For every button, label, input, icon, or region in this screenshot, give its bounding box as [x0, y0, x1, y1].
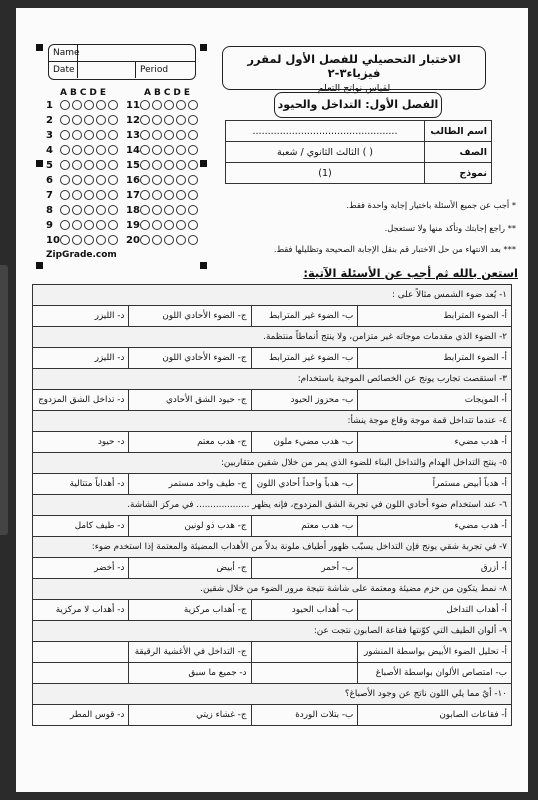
instruction-heading: استعن بالله ثم أجب عن الأسئلة الآتية:	[303, 266, 518, 280]
answer-bubble[interactable]	[152, 115, 162, 125]
answer-option[interactable]: د- جميع ما سبق	[129, 663, 251, 684]
answer-bubble[interactable]	[164, 235, 174, 245]
answer-bubble[interactable]	[84, 145, 94, 155]
answer-bubble[interactable]	[72, 100, 82, 110]
bubble-row	[46, 158, 120, 172]
question-row	[33, 537, 512, 558]
answer-bubble[interactable]	[72, 235, 82, 245]
answer-option[interactable]: ج- التداخل في الأغشية الرقيقة	[129, 642, 251, 663]
bubble-question-number: 18	[126, 204, 140, 216]
bubble-question-number: 1	[46, 99, 53, 111]
question-row	[33, 621, 512, 642]
answer-option[interactable]: أ- تحليل الضوء الأبيض بواسطة المنشور	[358, 642, 512, 663]
answer-bubble[interactable]	[96, 115, 106, 125]
period-label: Period	[135, 62, 196, 78]
model-label: نموذج	[425, 163, 492, 184]
answer-bubble[interactable]	[164, 130, 174, 140]
answer-bubble[interactable]	[152, 145, 162, 155]
answer-option[interactable]: ج- غشاء زيتي	[129, 705, 251, 726]
answer-bubble[interactable]	[60, 220, 70, 230]
answer-option[interactable]	[251, 663, 358, 684]
answer-bubble[interactable]	[108, 100, 118, 110]
bubble-row	[46, 233, 120, 247]
bubble-row	[46, 113, 120, 127]
answers-row	[33, 348, 512, 369]
answer-bubble[interactable]	[96, 175, 106, 185]
registration-mark	[200, 44, 207, 51]
answer-bubble[interactable]	[96, 160, 106, 170]
note-1: * أجب عن جميع الأسئلة باختيار إجابة واحدة فقط.	[346, 200, 516, 210]
answer-bubble[interactable]	[188, 115, 198, 125]
question-row	[33, 453, 512, 474]
answer-bubble[interactable]	[164, 100, 174, 110]
answer-bubble[interactable]	[188, 235, 198, 245]
name-label: Name	[49, 45, 78, 61]
answer-bubble[interactable]	[60, 145, 70, 155]
bubble-row	[46, 173, 120, 187]
answer-option[interactable]: أ- أزرق	[358, 558, 512, 579]
choice-header-left: ABCDE	[60, 88, 110, 98]
student-name-label: اسم الطالب	[425, 121, 492, 142]
question-row	[33, 495, 512, 516]
answer-bubble[interactable]	[176, 100, 186, 110]
answer-bubble[interactable]	[188, 130, 198, 140]
bubble-row	[46, 98, 120, 112]
answer-bubble[interactable]	[176, 220, 186, 230]
answers-row	[33, 558, 512, 579]
answer-bubble[interactable]	[72, 115, 82, 125]
question-row	[33, 327, 512, 348]
bubble-row	[126, 158, 200, 172]
bubble-row	[126, 98, 200, 112]
answer-option[interactable]: ب- أحمر	[251, 558, 358, 579]
answer-bubble[interactable]	[140, 115, 150, 125]
answer-bubble[interactable]	[108, 220, 118, 230]
bubble-question-number: 17	[126, 189, 140, 201]
answer-bubble[interactable]	[72, 160, 82, 170]
answer-sheet	[38, 36, 198, 272]
answer-option[interactable]: د- أهداباً متتالية	[33, 474, 129, 495]
answer-bubble[interactable]	[188, 160, 198, 170]
answer-bubble[interactable]	[96, 205, 106, 215]
answer-bubble[interactable]	[176, 175, 186, 185]
bubble-question-number: 4	[46, 144, 53, 156]
bubble-row	[126, 203, 200, 217]
answer-bubble[interactable]	[84, 160, 94, 170]
answer-bubble[interactable]	[84, 235, 94, 245]
registration-mark	[200, 160, 207, 167]
answer-option[interactable]: ب- الضوء غير المترابط	[251, 306, 358, 327]
answer-bubble[interactable]	[96, 130, 106, 140]
bubble-question-number: 11	[126, 99, 140, 111]
bubble-question-number: 2	[46, 114, 53, 126]
bubble-row	[126, 188, 200, 202]
bubble-question-number: 7	[46, 189, 53, 201]
date-label: Date	[49, 62, 78, 78]
model-value: (1)	[226, 163, 425, 184]
answer-bubble[interactable]	[140, 190, 150, 200]
answer-option[interactable]: د- الليزر	[33, 306, 129, 327]
answer-bubble[interactable]	[60, 190, 70, 200]
answer-option[interactable]: د- طيف كامل	[33, 516, 129, 537]
answer-bubble[interactable]	[72, 130, 82, 140]
answer-option[interactable]: ب- الضوء غير المترابط	[251, 348, 358, 369]
bubble-row	[126, 233, 200, 247]
answer-option[interactable]: ج- الضوء الأحادي اللون	[129, 306, 251, 327]
answer-option[interactable]	[33, 663, 129, 684]
question-row	[33, 684, 512, 705]
answer-option[interactable]: أ- المويجات	[358, 390, 512, 411]
bubble-row	[126, 128, 200, 142]
bubble-row	[46, 128, 120, 142]
bubble-question-number: 12	[126, 114, 140, 126]
answer-bubble[interactable]	[176, 190, 186, 200]
registration-mark	[200, 262, 207, 269]
answer-bubble[interactable]	[152, 205, 162, 215]
answer-option[interactable]: ب- محزوز الحيود	[251, 390, 358, 411]
question-text: ٩- ألوان الطيف التي كوّنتها فقاعة الصابون نتجت عن:	[33, 621, 512, 642]
answer-option[interactable]: د- قوس المطر	[33, 705, 129, 726]
answer-bubble[interactable]	[84, 130, 94, 140]
answer-bubble[interactable]	[164, 160, 174, 170]
answer-bubble[interactable]	[84, 115, 94, 125]
answer-bubble[interactable]	[164, 175, 174, 185]
answer-bubble[interactable]	[164, 115, 174, 125]
bubble-question-number: 13	[126, 129, 140, 141]
answer-option[interactable]: د- حيود	[33, 432, 129, 453]
bubble-row	[126, 143, 200, 157]
answer-bubble[interactable]	[176, 205, 186, 215]
answer-option[interactable]: أ- أهداب التداخل	[358, 600, 512, 621]
bubble-row	[126, 173, 200, 187]
answer-option[interactable]: ب- هدباً واحداً أحادي اللون	[251, 474, 358, 495]
answer-option[interactable]: ج- هدب ذو لونين	[129, 516, 251, 537]
answer-option[interactable]: أ- هدب مضيء	[358, 432, 512, 453]
answer-bubble[interactable]	[176, 130, 186, 140]
answer-bubble[interactable]	[96, 145, 106, 155]
answer-bubble[interactable]	[108, 190, 118, 200]
answers-row	[33, 432, 512, 453]
side-tab	[0, 265, 8, 535]
bubble-row	[126, 113, 200, 127]
question-row	[33, 579, 512, 600]
answer-bubble[interactable]	[84, 220, 94, 230]
answer-bubble[interactable]	[188, 190, 198, 200]
answer-bubble[interactable]	[60, 160, 70, 170]
answers-row	[33, 600, 512, 621]
answer-option[interactable]: أ- فقاعات الصابون	[358, 705, 512, 726]
answer-bubble[interactable]	[72, 205, 82, 215]
question-row	[33, 285, 512, 306]
note-3: *** بعد الانتهاء من حل الاختبار قم بنقل الإجابة الصحيحة وتظليلها فقط.	[273, 244, 516, 254]
note-2: ** راجع إجابتك وتأكد منها ولا تستعجل.	[384, 223, 516, 233]
answer-bubble[interactable]	[60, 205, 70, 215]
answer-option[interactable]: ب- أهداب الحيود	[251, 600, 358, 621]
bubble-question-number: 6	[46, 174, 53, 186]
question-row	[33, 369, 512, 390]
answer-bubble[interactable]	[60, 175, 70, 185]
answers-row	[33, 663, 512, 684]
question-text: ٧- في تجربة شقي يونج فإن التداخل يسبّب ظهور أطياف ملونة بدلاً من الأهداب المضيئة والمعتمة إذا استخدم ضوء:	[33, 537, 512, 558]
bubble-question-number: 5	[46, 159, 53, 171]
question-text: ٥- ينتج التداخل الهدام والتداخل البناء للضوء الذي يمر من خلال شقين متقاربين:	[33, 453, 512, 474]
answers-row	[33, 642, 512, 663]
answer-bubble[interactable]	[72, 145, 82, 155]
answer-bubble[interactable]	[164, 220, 174, 230]
class-label: الصف	[425, 142, 492, 163]
bubble-question-number: 19	[126, 219, 140, 231]
answer-bubble[interactable]	[96, 220, 106, 230]
student-info-table	[225, 120, 492, 184]
bubble-row	[46, 203, 120, 217]
exam-title-box	[222, 46, 486, 94]
bubble-question-number: 9	[46, 219, 53, 231]
answer-bubble[interactable]	[72, 175, 82, 185]
answers-row	[33, 390, 512, 411]
answer-bubble[interactable]	[108, 205, 118, 215]
question-text: ٢- الضوء الذي مقدمات موجاته غير متزامن، ولا ينتج أنماطاً منتظمة.	[33, 327, 512, 348]
bubble-question-number: 8	[46, 204, 53, 216]
answer-bubble[interactable]	[84, 100, 94, 110]
answers-row	[33, 474, 512, 495]
question-text: ١- يُعد ضوء الشمس مثالاً على :	[33, 285, 512, 306]
answer-bubble[interactable]	[108, 115, 118, 125]
bubble-question-number: 3	[46, 129, 53, 141]
question-text: ٦- عند استخدام ضوء أحادي اللون في تجربة الشق المزدوج، فإنه يظهر ................... في مركز الشاشة.	[33, 495, 512, 516]
answer-bubble[interactable]	[60, 100, 70, 110]
answer-bubble[interactable]	[164, 145, 174, 155]
answer-bubble[interactable]	[152, 175, 162, 185]
answer-option[interactable]: ج- هدب معتم	[129, 432, 251, 453]
answer-option[interactable]: ج- أهداب مركزية	[129, 600, 251, 621]
question-text: ٤- عندما تتداخل قمة موجة وقاع موجة ينشأ:	[33, 411, 512, 432]
answer-option[interactable]: ج- حيود الشق الأحادي	[129, 390, 251, 411]
bubble-row	[46, 188, 120, 202]
bubble-question-number: 20	[126, 234, 140, 246]
answer-bubble[interactable]	[84, 205, 94, 215]
bubble-row	[46, 218, 120, 232]
answer-option[interactable]: ب- بتلات الوردة	[251, 705, 358, 726]
questions-table	[32, 284, 512, 726]
class-value: الثالث الثانوي / شعبة ( )	[226, 142, 425, 163]
answer-bubble[interactable]	[188, 175, 198, 185]
answer-bubble[interactable]	[108, 145, 118, 155]
choice-header-right: ABCDE	[144, 88, 194, 98]
answer-option[interactable]: ب- هدب مضيء ملون	[251, 432, 358, 453]
answer-option[interactable]: ج- طيف واحد مستمر	[129, 474, 251, 495]
zipgrade-brand: ZipGrade.com	[46, 250, 117, 260]
exam-subtitle: لقياس نواتج التعلم	[317, 83, 391, 94]
answer-bubble[interactable]	[176, 145, 186, 155]
answer-bubble[interactable]	[140, 220, 150, 230]
bubble-question-number: 16	[126, 174, 140, 186]
question-text: ٣- استقصت تجارب يونج عن الخصائص الموجية باستخدام:	[33, 369, 512, 390]
answer-bubble[interactable]	[152, 160, 162, 170]
answer-bubble[interactable]	[96, 190, 106, 200]
answer-bubble[interactable]	[108, 160, 118, 170]
answer-bubble[interactable]	[60, 130, 70, 140]
bubble-question-number: 10	[46, 234, 60, 246]
bubble-row	[46, 143, 120, 157]
answer-bubble[interactable]	[152, 235, 162, 245]
answer-bubble[interactable]	[72, 220, 82, 230]
answer-bubble[interactable]	[164, 190, 174, 200]
answer-option[interactable]: د- الليزر	[33, 348, 129, 369]
chapter-title: الفصل الأول: التداخل والحيود	[274, 92, 442, 118]
answer-option[interactable]: أ- الضوء المترابط	[358, 348, 512, 369]
answer-bubble[interactable]	[84, 190, 94, 200]
answer-bubble[interactable]	[140, 235, 150, 245]
answer-bubble[interactable]	[140, 130, 150, 140]
answer-bubble[interactable]	[152, 220, 162, 230]
answer-bubble[interactable]	[152, 190, 162, 200]
answer-bubble[interactable]	[108, 235, 118, 245]
answer-option[interactable]: أ- هدباً أبيض مستمراً	[358, 474, 512, 495]
answer-bubble[interactable]	[140, 175, 150, 185]
answer-option[interactable]	[33, 642, 129, 663]
answer-bubble[interactable]	[176, 115, 186, 125]
answer-bubble[interactable]	[188, 100, 198, 110]
answer-bubble[interactable]	[164, 205, 174, 215]
answer-bubble[interactable]	[72, 190, 82, 200]
bubble-row	[126, 218, 200, 232]
answer-option[interactable]: د- أخضر	[33, 558, 129, 579]
answer-bubble[interactable]	[84, 175, 94, 185]
answer-option[interactable]: أ- الضوء المترابط	[358, 306, 512, 327]
answer-bubble[interactable]	[60, 115, 70, 125]
answer-bubble[interactable]	[152, 100, 162, 110]
answer-bubble[interactable]	[60, 235, 70, 245]
answer-bubble[interactable]	[188, 220, 198, 230]
answer-bubble[interactable]	[108, 175, 118, 185]
question-text: ٨- نمط يتكون من حزم مضيئة ومعتمة على شاشة نتيجة مرور الضوء من خلال شقين.	[33, 579, 512, 600]
answers-row	[33, 306, 512, 327]
answer-bubble[interactable]	[188, 205, 198, 215]
answer-option[interactable]: ج- أبيض	[129, 558, 251, 579]
answer-bubble[interactable]	[176, 235, 186, 245]
answer-bubble[interactable]	[140, 145, 150, 155]
answer-bubble[interactable]	[152, 130, 162, 140]
question-text: ١٠- أيٌ مما يلي اللون ناتج عن وجود الأصباغ؟	[33, 684, 512, 705]
answers-row	[33, 705, 512, 726]
answer-bubble[interactable]	[108, 130, 118, 140]
answer-option[interactable]: أ- هدب مضيء	[358, 516, 512, 537]
answer-bubble[interactable]	[96, 235, 106, 245]
bubble-question-number: 14	[126, 144, 140, 156]
answer-bubble[interactable]	[140, 100, 150, 110]
answers-row	[33, 516, 512, 537]
bubble-question-number: 15	[126, 159, 140, 171]
exam-title: الاختبار التحصيلي للفصل الأول لمقرر فيزياء٣-٢	[247, 52, 461, 80]
answer-option[interactable]: د- تداخل الشق المزدوج	[33, 390, 129, 411]
answer-option[interactable]: د- أهداب لا مركزية	[33, 600, 129, 621]
answer-option[interactable]	[251, 642, 358, 663]
answer-option[interactable]: ج- الضوء الأحادي اللون	[129, 348, 251, 369]
student-name-value[interactable]: ................................................	[226, 121, 425, 142]
answer-option[interactable]: ب- هدب معتم	[251, 516, 358, 537]
question-row	[33, 411, 512, 432]
answer-bubble[interactable]	[140, 205, 150, 215]
answer-bubble[interactable]	[96, 100, 106, 110]
name-box	[48, 44, 196, 80]
answer-bubble[interactable]	[140, 160, 150, 170]
answer-bubble[interactable]	[176, 160, 186, 170]
answer-bubble[interactable]	[188, 145, 198, 155]
answer-option[interactable]: ب- امتصاص الألوان بواسطة الأصباغ	[358, 663, 512, 684]
